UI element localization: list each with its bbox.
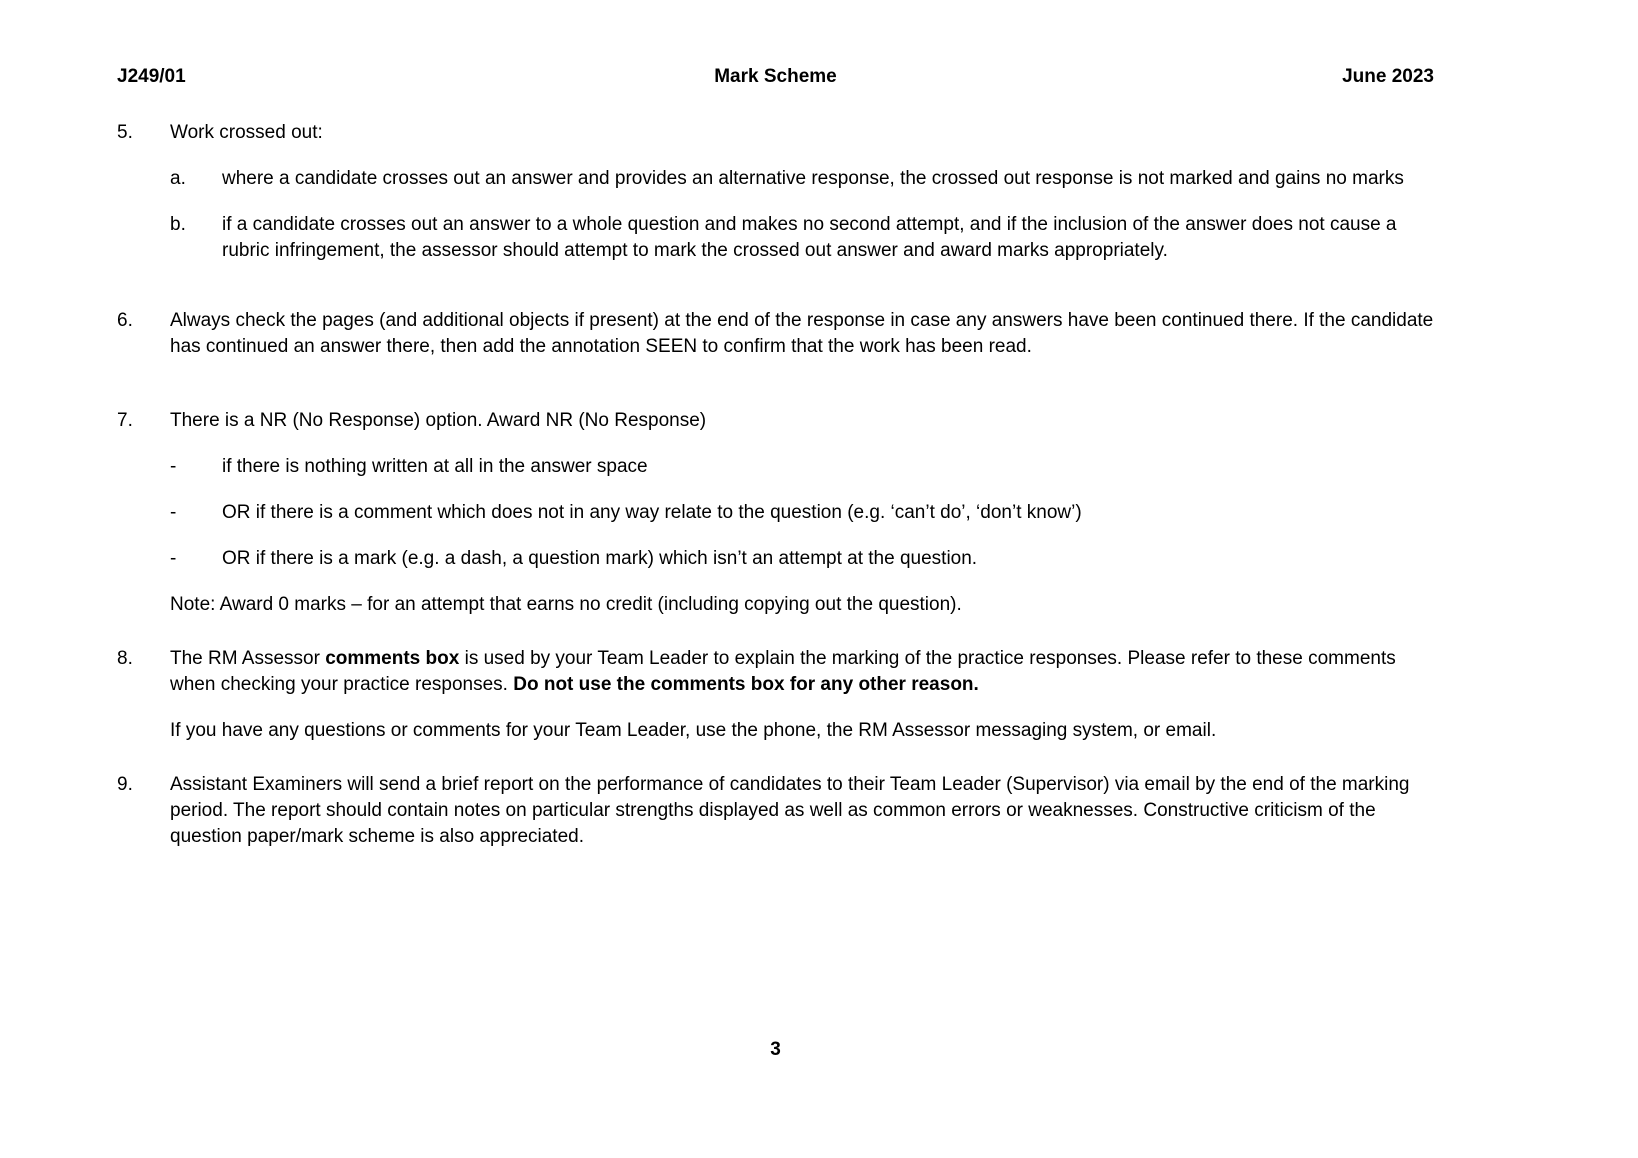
text-run: Always check the pages (and additional objects if present) at the end of the response in case any answers have been continued there. If the candidate has continued an answer there, then add the annotation SEEN to confirm that the work has been read.: [170, 310, 1434, 357]
sub-item-text: [222, 500, 1434, 526]
text-run: where a candidate crosses out an answer and provides an alternative response, the crossed out response is not marked and gains no marks: [222, 168, 1404, 189]
header-title: Mark Scheme: [714, 66, 837, 87]
item-content: [170, 408, 1434, 618]
bold-text-run: comments box: [325, 648, 460, 669]
text-run: The RM Assessor: [170, 648, 326, 669]
item-paragraph: [170, 646, 1434, 698]
item-number: 9.: [117, 774, 133, 795]
dash-item: [170, 500, 1434, 526]
text-run: if there is nothing written at all in the answer space: [222, 456, 648, 477]
item-content: [170, 308, 1434, 360]
item-content: [170, 646, 1434, 744]
list-item: [117, 772, 1434, 850]
sub-item-text: [222, 454, 1434, 480]
sub-item: [170, 212, 1434, 264]
item-paragraph: [170, 772, 1434, 850]
page-header: [117, 64, 1434, 90]
item-paragraph: [170, 592, 1434, 618]
page-footer: [117, 1037, 1434, 1063]
sub-item-marker: a.: [170, 168, 186, 189]
list-item: [117, 308, 1434, 360]
item-content: [170, 120, 1434, 264]
sub-item-text: [222, 546, 1434, 572]
bold-text-run: Do not use the comments box for any other reason.: [513, 674, 979, 695]
item-paragraph: [170, 718, 1434, 744]
text-run: If you have any questions or comments for your Team Leader, use the phone, the RM Assessor messaging system, or email.: [170, 720, 1217, 741]
header-date: June 2023: [1342, 66, 1434, 87]
item-list: [117, 120, 1434, 850]
sub-item: [170, 166, 1434, 192]
text-run: There is a NR (No Response) option. Award NR (No Response): [170, 410, 707, 431]
item-paragraph: [170, 120, 1434, 146]
text-run: OR if there is a comment which does not in any way relate to the question (e.g. ‘can’t do’, ‘don’t know’): [222, 502, 1082, 523]
list-item: [117, 408, 1434, 618]
sub-item-text: [222, 166, 1434, 192]
text-run: is used by your Team Leader to explain the marking of the practice responses. Please refer to these comments when checking your practice responses.: [170, 648, 1396, 695]
dash-item: [170, 546, 1434, 572]
header-paper-code: J249/01: [117, 66, 186, 87]
list-item: [117, 646, 1434, 744]
page-number: 3: [770, 1039, 781, 1060]
dash-marker: -: [170, 456, 177, 477]
sub-item-marker: b.: [170, 214, 186, 235]
item-paragraph: [170, 308, 1434, 360]
dash-item: [170, 454, 1434, 480]
item-paragraph: [170, 408, 1434, 434]
text-run: Note: Award 0 marks – for an attempt that earns no credit (including copying out the question).: [170, 594, 962, 615]
text-run: Assistant Examiners will send a brief report on the performance of candidates to their Team Leader (Supervisor) via email by the end of the marking period. The report should contain notes on particular strengths displayed as well as common errors or weaknesses. Constructive criticism of the question paper/mark scheme is also appreciated.: [170, 774, 1410, 847]
text-run: OR if there is a mark (e.g. a dash, a question mark) which isn’t an attempt at the question.: [222, 548, 978, 569]
text-run: if a candidate crosses out an answer to a whole question and makes no second attempt, and if the inclusion of the answer does not cause a rubric infringement, the assessor should attempt to mark the crossed out answer and award marks appropriately.: [222, 214, 1397, 261]
dash-marker: -: [170, 502, 177, 523]
item-number: 8.: [117, 648, 133, 669]
sub-item-text: [222, 212, 1434, 264]
text-run: Work crossed out:: [170, 122, 323, 143]
item-number: 7.: [117, 410, 133, 431]
item-number: 5.: [117, 122, 133, 143]
dash-marker: -: [170, 548, 177, 569]
list-item: [117, 120, 1434, 264]
item-content: [170, 772, 1434, 850]
item-number: 6.: [117, 310, 133, 331]
